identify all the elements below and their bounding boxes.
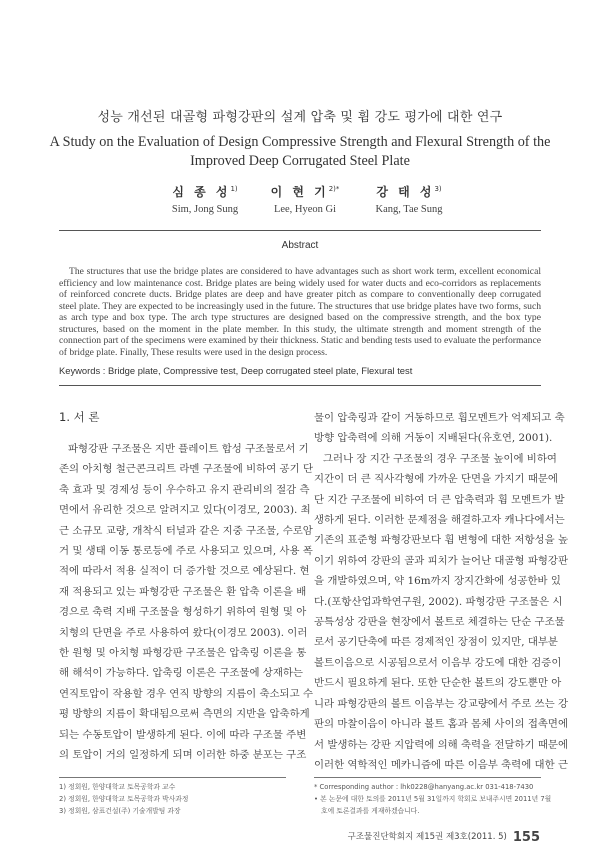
left-line: 재 적용되고 있는 파형강판 구조물은 환 압축 이론을 배 xyxy=(59,585,307,598)
left-line: 근 소규모 교량, 개착식 터널과 같은 지중 구조물, 수로암 xyxy=(59,524,313,537)
right-line: 물이 압축링과 같이 거동하므로 휨모멘트가 억제되고 축 xyxy=(314,412,565,424)
author-3-sup: 3) xyxy=(434,185,442,193)
title-english xyxy=(40,133,560,171)
keywords xyxy=(59,365,541,376)
author-1-sup: 1) xyxy=(230,185,238,193)
right-line: 공특성상 강판을 현장에서 볼트로 체결하는 단순 구조물 xyxy=(314,616,565,629)
left-line: 존의 아치형 철근콘크리트 라멘 구조물에 비하여 공기 단 xyxy=(59,463,313,476)
author-1-name-ko: 심 종 성 xyxy=(172,185,231,199)
author-3-name-ko: 강 태 성 xyxy=(376,185,435,199)
right-line: 니라 파형강판의 볼트 이음부는 강교량에서 주로 쓰는 강 xyxy=(314,697,568,710)
right-line: 기존의 표준형 파형강판보다 휨 변형에 대한 저항성을 높 xyxy=(314,534,568,547)
right-line: 볼트이음으로 시공됨으로서 이음부 강도에 대한 검증이 xyxy=(314,656,562,669)
right-line: 그러나 장 지간 구조물의 경우 구조물 높이에 비하여 xyxy=(323,452,557,465)
right-line: 이기 위하여 강판의 골과 피치가 늘어난 대골형 파형강판 xyxy=(314,554,568,567)
left-line: 의 토압이 거의 일정하게 되며 이러한 하중 분포는 구조 xyxy=(59,749,307,762)
footnote-corresponding: * Corresponding author : lhk0228@hanyang.ac.kr 031-418-7430 xyxy=(314,783,534,791)
right-line: 방향 압축력에 의해 거동이 지배된다(유호연, 2001). xyxy=(314,432,553,445)
right-line: 생하게 된다. 이러한 문제점을 해결하고자 캐나다에서는 xyxy=(314,514,565,527)
author-2-name-ko: 이 현 기 xyxy=(270,185,329,199)
left-line: 거 및 생태 이동 통로등에 주로 사용되고 있으며, 사용 폭 xyxy=(59,545,313,558)
footnote-discussion-1: • 본 논문에 대한 토의를 2011년 5월 31일까지 학회로 보내주시면 2011년 7월 xyxy=(314,795,552,804)
right-line: 판의 마찰이음이 아니라 볼트 홈과 몸체 사이의 접촉면에 xyxy=(314,718,568,731)
footnote-author-1: 1) 정회원, 한양대학교 토목공학과 교수 xyxy=(59,783,176,791)
left-line: 해 해석이 가능하다. 압축링 이론은 구조물에 상재하는 xyxy=(59,667,303,680)
footnotes-left xyxy=(59,781,188,818)
left-line: 평 방향의 지름이 확대됨으로써 측면의 지반을 압축하게 xyxy=(59,708,310,721)
left-line: 적에 따라서 적용 실적이 더 증가할 것으로 예상된다. 현 xyxy=(59,565,310,578)
page-footer xyxy=(348,830,540,845)
footnote-rule-left xyxy=(59,777,286,778)
abstract-top-rule xyxy=(59,230,541,231)
right-line: 단 지간 구조물에 비하여 더 큰 압축력과 휨 모멘트가 발 xyxy=(314,493,565,506)
footnote-rule-right xyxy=(314,777,541,778)
left-line: 파형강판 구조물은 지반 플레이트 합성 구조물로서 기 xyxy=(68,443,309,455)
right-line: 로서 공기단축에 따른 경제적인 장점이 있지만, 대부분 xyxy=(314,636,558,649)
left-column xyxy=(59,439,313,766)
right-line: 을 개발하였으며, 약 16m까지 장지간화에 성공한바 있 xyxy=(314,575,561,588)
title-korean: 성능 개선된 대골형 파형강판의 설계 압축 및 휨 강도 평가에 대한 연구 xyxy=(97,110,503,125)
right-line: 서 발생하는 강판 지압력에 의해 축력을 전달하기 때문에 xyxy=(314,738,568,751)
abstract-heading: Abstract xyxy=(281,240,319,251)
footnote-discussion-2: 호에 토론결과를 게재하겠습니다. xyxy=(321,807,420,816)
right-column xyxy=(314,408,568,775)
author-1-name-en: Sim, Jong Sung xyxy=(171,204,239,215)
footnote-author-2: 2) 정회원, 한양대학교 토목공학과 박사과정 xyxy=(59,795,189,804)
abstract-text: The structures that use the bridge plates are considered to have advantages such as short work term, excellent economical efficiency and low maintenance cost. Bridge plates are being widely used for water ducts and eco-corridors as replacements of reinforced concrete ducts. Bridge plates are deep and have greater pitch as compare to conventionally deep corrugated steel plate. They are expected to be increasingly used in the future. The structures that use bridge plates have two forms, such as arch type and box type. The arch type structures are designed based on the compressive strength, and the box type structures, based on the moment in the plate member. In this study, the ultimate strength and moment strength of the connection part of the specimens were examined by their thickness. Static and bending tests used to evaluate the performance of bridge plate. Finally, These results were used in the design process. xyxy=(59,266,541,358)
right-line: 이러한 역학적인 메카니즘에 따른 이음부 축력에 대한 근 xyxy=(314,758,568,771)
author-2-sup: 2)* xyxy=(328,185,340,193)
page-number: 155 xyxy=(512,830,540,845)
author-3 xyxy=(344,183,474,215)
left-line: 경으로 축력 지배 구조물을 형성하기 위하여 원형 및 아 xyxy=(59,606,307,619)
footnote-author-3: 3) 정회원, 삼표건설(주) 기술개발팀 과장 xyxy=(59,807,181,816)
left-line: 되는 수동토압이 발생하게 된다. 이에 따라 구조물 주변 xyxy=(59,728,307,741)
right-line: 지간이 더 큰 직사각형에 가까운 단면을 가지기 때문에 xyxy=(314,473,558,486)
left-line: 치형의 단면을 주로 사용하여 왔다(이경모 2003). 이러 xyxy=(59,626,308,639)
left-line: 축 효과 및 경제성 등이 우수하고 유지 관리비의 절감 측 xyxy=(59,483,310,496)
section-heading: 1. 서 론 xyxy=(59,410,100,424)
right-line: 반드시 필요하게 된다. 또한 단순한 볼트의 강도뿐만 아 xyxy=(314,677,562,690)
keywords-list: Bridge plate, Compressive test, Deep corrugated steel plate, Flexural test xyxy=(107,365,413,376)
title-english-line1: A Study on the Evaluation of Design Compressive Strength and Flexural Strength of the xyxy=(49,134,551,150)
keywords-label: Keywords : xyxy=(59,365,108,376)
right-line: 다.(포항산업과학연구원, 2002). 파형강판 구조물은 시 xyxy=(314,595,563,608)
abstract-bottom-rule xyxy=(59,385,541,386)
author-3-name-en: Kang, Tae Sung xyxy=(375,204,443,215)
left-line: 연직토압이 작용할 경우 연직 방향의 지름이 축소되고 수 xyxy=(59,687,313,700)
left-line: 면에서 유리한 것으로 알려지고 있다(이경모, 2003). 최 xyxy=(59,504,311,517)
footnotes-right xyxy=(314,781,551,818)
footer-journal: 구조물진단학회지 제15권 제3호(2011. 5) xyxy=(347,832,507,842)
left-line: 한 원형 및 아치형 파형강판 구조물은 압축링 이론을 통 xyxy=(59,647,307,660)
author-2-name-en: Lee, Hyeon Gi xyxy=(273,204,337,215)
title-english-line2: Improved Deep Corrugated Steel Plate xyxy=(190,153,410,169)
